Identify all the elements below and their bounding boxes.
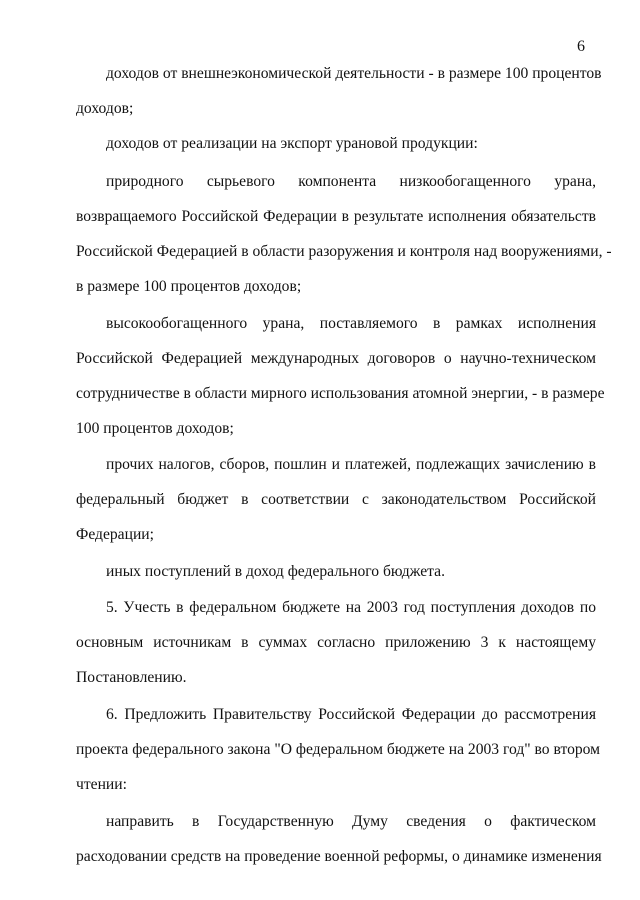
text-line: основным источникам в суммах согласно приложению 3 к настоящему — [76, 634, 596, 651]
text-line: прочих налогов, сборов, пошлин и платежей, подлежащих зачислению в — [106, 456, 596, 473]
text-line: доходов; — [76, 100, 134, 117]
text-line: 5. Учесть в федеральном бюджете на 2003 год поступления доходов по — [106, 599, 596, 616]
text-line: Постановлению. — [76, 669, 187, 686]
text-line: иных поступлений в доход федерального бюджета. — [106, 563, 445, 580]
page-number: 6 — [577, 38, 585, 55]
text-line: расходовании средств на проведение военной реформы, о динамике изменения — [76, 848, 602, 865]
text-line: возвращаемого Российской Федерации в результате исполнения обязательств — [76, 208, 596, 225]
text-line: сотрудничестве в области мирного использования атомной энергии, - в размере — [76, 385, 605, 402]
text-line: чтении: — [76, 776, 127, 793]
text-line: федеральный бюджет в соответствии с законодательством Российской — [76, 491, 596, 508]
text-line: 100 процентов доходов; — [76, 420, 234, 437]
text-line: проекта федерального закона "О федеральном бюджете на 2003 год" во втором — [76, 741, 601, 758]
text-line: доходов от внешнеэкономической деятельности - в размере 100 процентов — [106, 65, 602, 82]
text-line: Федерации; — [76, 526, 154, 543]
text-line: доходов от реализации на экспорт урановой продукции: — [106, 135, 478, 152]
text-line: направить в Государственную Думу сведения о фактическом — [106, 813, 596, 830]
text-line: природного сырьевого компонента низкообогащенного урана, — [106, 173, 596, 190]
text-line: Российской Федерацией в области разоружения и контроля над вооружениями, - — [76, 243, 612, 260]
text-line: Российской Федерацией международных договоров о научно-техническом — [76, 350, 596, 367]
text-line: высокообогащенного урана, поставляемого в рамках исполнения — [106, 315, 596, 332]
text-line: 6. Предложить Правительству Российской Федерации до рассмотрения — [106, 706, 596, 723]
text-line: в размере 100 процентов доходов; — [76, 278, 302, 295]
